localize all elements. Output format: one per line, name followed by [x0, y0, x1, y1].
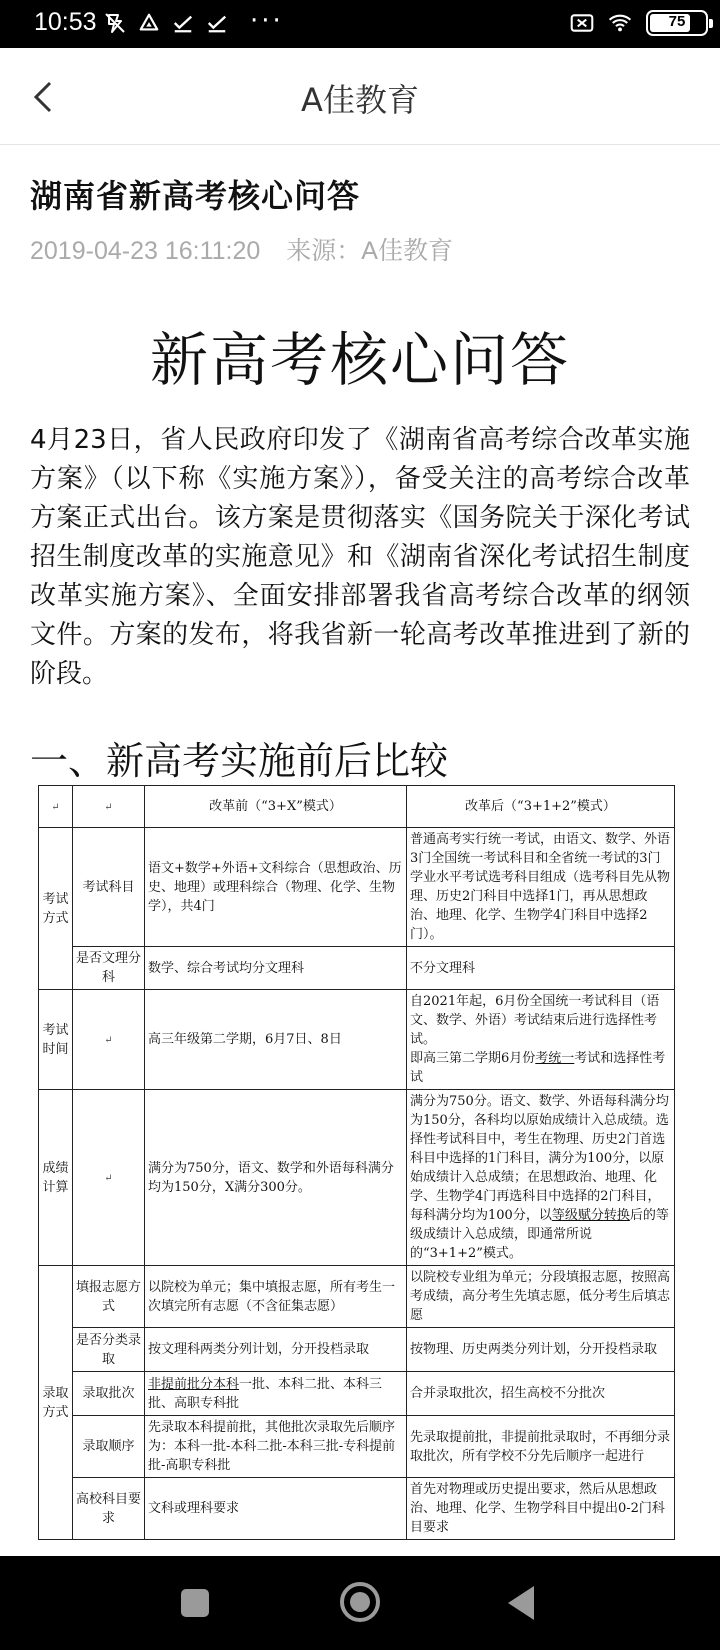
table-cell: 以院校专业组为单元；分段填报志愿，按照高考成绩，高分考生先填志愿，低分考生后填志愿 — [407, 1266, 675, 1328]
vibrate-off-icon — [103, 11, 127, 35]
system-icons — [570, 10, 708, 36]
nav-back-button[interactable] — [508, 1586, 534, 1620]
article-meta — [30, 231, 690, 267]
check-list-icon — [171, 11, 195, 35]
table-cell: 数学、综合考试均分文理科 — [145, 947, 407, 990]
table-row: 考试时间 ↵ 高三年级第二学期，6月7日、8日 自2021年起，6月份全国统一考试科目（语文、数学、外语）考试结束后进行选择性考试。 即高三第二学期6月份考统一考试和选择性考试 — [39, 990, 675, 1090]
table-cell: 先录取提前批，非提前批录取时，不再细分录取批次，所有学校不分先后顺序一起进行 — [407, 1416, 675, 1478]
article-title: 湖南省新高考核心问答 — [30, 177, 361, 215]
app-header — [0, 48, 720, 145]
table-row — [39, 1266, 675, 1328]
home-button[interactable] — [340, 1582, 380, 1622]
content-heading: 新高考核心问答 — [149, 326, 570, 394]
article-source[interactable]: 来源：A佳教育 — [286, 237, 453, 265]
row-label: 高校科目要求 — [73, 1478, 145, 1540]
table-cell: 文科或理科要求 — [145, 1478, 407, 1540]
row-group-label: 成绩计算 — [39, 1090, 73, 1266]
table-cell: 合并录取批次，招生高校不分批次 — [407, 1372, 675, 1416]
battery-percent: 75 — [668, 13, 686, 30]
system-nav-bar — [0, 1556, 720, 1650]
table-cell: 不分文理科 — [407, 947, 675, 990]
row-group-label: 考试时间 — [39, 990, 73, 1090]
row-label: 填报志愿方式 — [73, 1266, 145, 1328]
column-header-before: 改革前（“3+X”模式） — [145, 786, 407, 828]
table-cell: 满分为750分，语文、数学和外语每科满分均为150分，X满分300分。 — [145, 1090, 407, 1266]
table-cell: 满分为750分。语文、数学、外语每科满分均为150分，各科均以原始成绩计入总成绩。选择性考试科目中，考生在物理、历史2门首选科目中选择的1门科目，满分为100分，以原始成绩计入总成绩；在思想政治、地理、化学、生物学4门再选科目中选择的2门科目，每科满分均为100分，以等级赋分转换后的等级成绩计入总成绩，即通常所说的“3+1+2”模式。 — [407, 1090, 675, 1266]
status-bar — [0, 0, 720, 48]
row-label: 录取顺序 — [73, 1416, 145, 1478]
comparison-table — [38, 785, 675, 1540]
row-label: 考试科目 — [73, 828, 145, 947]
table-row — [39, 1328, 675, 1372]
table-row — [39, 1372, 675, 1416]
article — [30, 145, 690, 785]
table-cell: 按文理科两类分列计划，分开投档录取 — [145, 1328, 407, 1372]
table-cell: 自2021年起，6月份全国统一考试科目（语文、数学、外语）考试结束后进行选择性考试。 即高三第二学期6月份考统一考试和选择性考试 — [407, 990, 675, 1090]
comparison-table-image[interactable] — [38, 785, 674, 1540]
article-date: 2019-04-23 16:11:20 — [30, 237, 261, 265]
table-row: ↵ ↵ 改革前（“3+X”模式） 改革后（“3+1+2”模式） — [39, 786, 675, 828]
notification-icons — [103, 11, 229, 35]
table-cell: 语文+数学+外语+文科综合（思想政治、历史、地理）或理科综合（物理、化学、生物学），共4门 — [145, 828, 407, 947]
row-label: 录取批次 — [73, 1372, 145, 1416]
check-list-icon — [205, 11, 229, 35]
table-cell: 高三年级第二学期，6月7日、8日 — [145, 990, 407, 1090]
no-sim-icon — [570, 11, 594, 35]
table-cell: 按物理、历史两类分列计划，分开投档录取 — [407, 1328, 675, 1372]
table-row — [39, 828, 675, 947]
wifi-icon — [608, 11, 632, 35]
intro-paragraph: 4月23日，省人民政府印发了《湖南省高考综合改革实施方案》（以下称《实施方案》），备受关注的高考综合改革方案正式出台。该方案是贯彻落实《国务院关于深化考试招生制度改革的实施意见》和《湖南省深化考试招生制度改革实施方案》、全面安排部署我省高考综合改革的纲领文件。方案的发布，将我省新一轮高考改革推进到了新的阶段。 — [30, 425, 690, 689]
row-label: 是否分类录取 — [73, 1328, 145, 1372]
table-cell: 首先对物理或历史提出要求，然后从思想政治、地理、化学、生物学科目中提出0-2门科目要求 — [407, 1478, 675, 1540]
status-time: 10:53 — [34, 8, 97, 36]
header-title: A佳教育 — [301, 81, 419, 119]
table-cell: 以院校为单元；集中填报志愿，所有考生一次填完所有志愿（不含征集志愿） — [145, 1266, 407, 1328]
table-row — [39, 1416, 675, 1478]
row-label: 是否文理分科 — [73, 947, 145, 990]
battery-icon — [646, 10, 708, 36]
drive-icon — [137, 11, 161, 35]
section-title: 一、新高考实施前后比较 — [30, 739, 449, 783]
row-group-label: 考试方式 — [39, 828, 73, 990]
table-cell: 先录取本科提前批，其他批次录取先后顺序为：本科一批-本科二批-本科三批-专科提前批-高职专科批 — [145, 1416, 407, 1478]
row-group-label: 录取方式 — [39, 1266, 73, 1540]
table-cell: 普通高考实行统一考试，由语文、数学、外语3门全国统一考试科目和全省统一考试的3门学业水平考试选考科目组成（选考科目先从物理、历史2门科目中选择1门，再从思想政治、地理、化学、生物学4门科目中选择2门）。 — [407, 828, 675, 947]
table-row: 成绩计算 ↵ 满分为750分，语文、数学和外语每科满分均为150分，X满分300分。 满分为750分。语文、数学、外语每科满分均为150分，各科均以原始成绩计入总成绩。选择性考试科目中，考生在物理、历史2门首选科目中选择的1门科目，满分为100分，以原始成绩计入总成绩；在思想政治、地理、化学、生物学4门再选科目中选择的2门科目，每科满分均为100分，以等级赋分转换后的等级成绩计入总成绩，即通常所说的“3+1+2”模式。 — [39, 1090, 675, 1266]
table-row — [39, 947, 675, 990]
more-notifications-icon: ··· — [250, 6, 284, 36]
table-cell: 非提前批分本科一批、本科二批、本科三批、高职专科批 — [145, 1372, 407, 1416]
table-row — [39, 1478, 675, 1540]
recent-apps-button[interactable] — [181, 1589, 209, 1617]
column-header-after: 改革后（“3+1+2”模式） — [407, 786, 675, 828]
